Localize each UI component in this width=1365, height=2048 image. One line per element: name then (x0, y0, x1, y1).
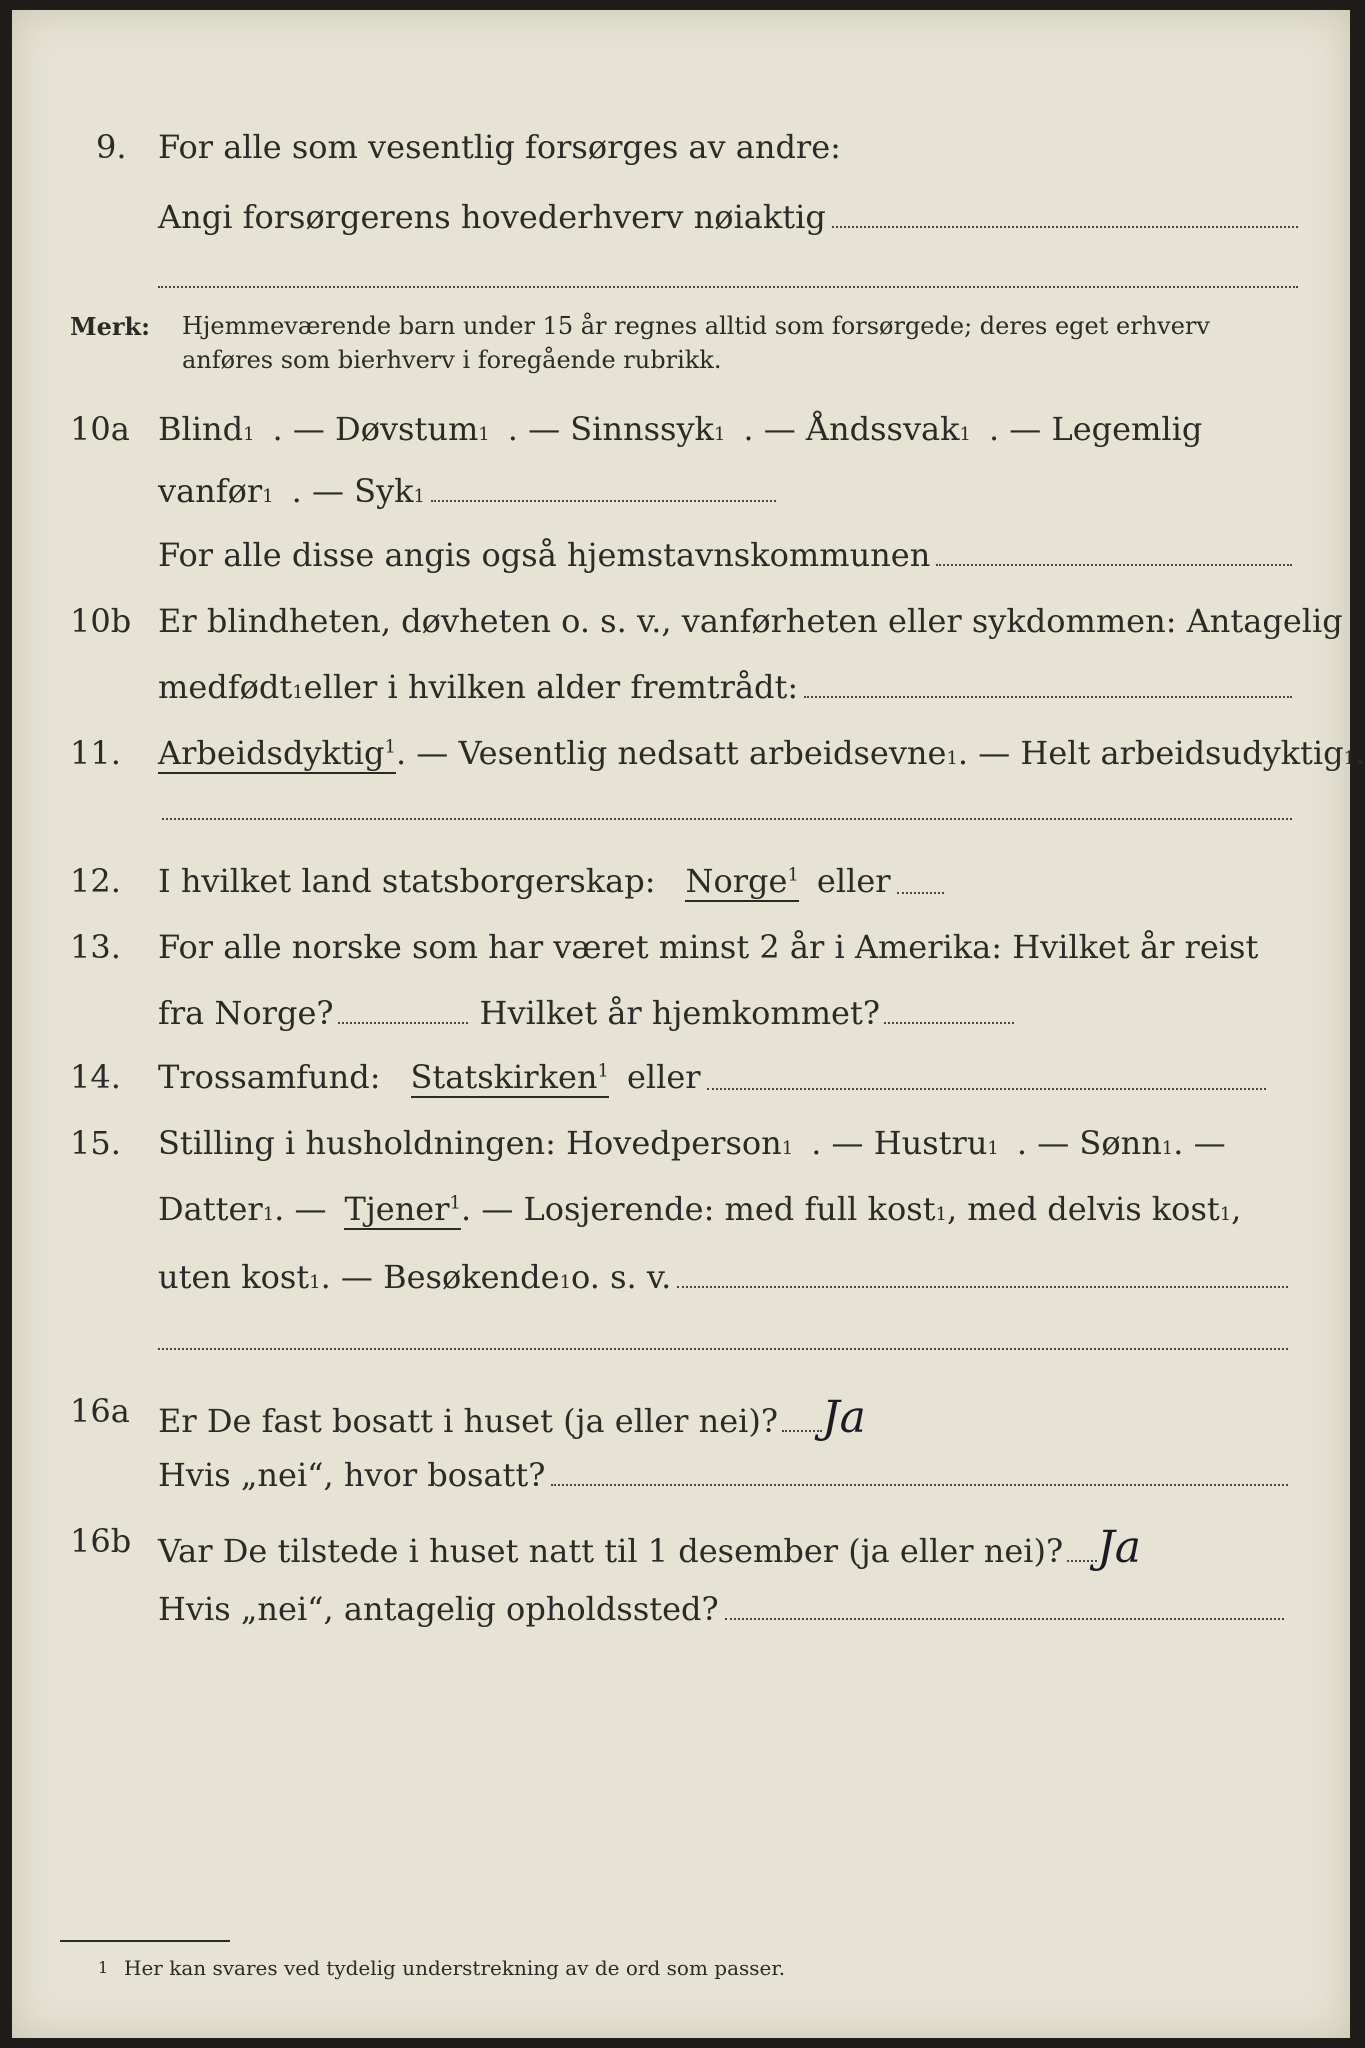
q16a-line2 (158, 1456, 1288, 1494)
q10b-number: 10b (70, 602, 132, 640)
q15-line2 (158, 1190, 1241, 1230)
q9-line2-row (158, 198, 1298, 236)
hjemstavn-label: For alle disse angis også hjemstavnskommunen (158, 536, 931, 574)
hjemkommet-label: Hvilket år hjemkommet? (479, 994, 880, 1032)
tilstede-answer-line[interactable] (1067, 1560, 1097, 1562)
bosatt-question: Er De fast bosatt i huset (ja eller nei)? (158, 1402, 779, 1440)
arbeidsdyktig-option-underlined[interactable]: Arbeidsdyktig$^1$ (158, 734, 396, 772)
alder-answer-line[interactable] (804, 696, 1292, 698)
q9-answer-line[interactable] (832, 226, 1298, 228)
footnote-ref: 1 (1219, 1204, 1232, 1225)
hustru-option[interactable]: . — Hustru (811, 1124, 988, 1162)
tjener-option-underlined[interactable]: Tjener$^1$ (344, 1190, 461, 1228)
q16b-line2 (158, 1590, 1284, 1628)
merk-line1: Hjemmeværende barn under 15 år regnes alltid som forsørgede; deres eget erhverv (182, 312, 1210, 340)
dovstum-option[interactable]: . — Døvstum (272, 410, 479, 448)
blind-option[interactable]: Blind (158, 410, 244, 448)
reist-answer-line[interactable] (338, 1022, 468, 1024)
q15-answer-line-2[interactable] (158, 1348, 1288, 1350)
eller-label: eller (816, 862, 891, 900)
footnote-ref: 1 (292, 682, 304, 703)
footnote-ref: 1 (1161, 1138, 1174, 1159)
nedsatt-option[interactable]: . — Vesentlig nedsatt arbeidsevne (395, 734, 947, 772)
q16b-line1 (158, 1522, 1141, 1573)
footnote-ref: 1 (987, 1138, 999, 1159)
q15-line3 (158, 1258, 1288, 1296)
datter-option[interactable]: Datter (158, 1190, 263, 1228)
arbeidsudyktig-option[interactable]: . — Helt arbeidsudyktig (957, 734, 1344, 772)
trossamfund-label: Trossamfund: (158, 1058, 381, 1096)
merk-label: Merk: (70, 312, 150, 341)
delvis-kost-option[interactable]: , med delvis kost (946, 1190, 1220, 1228)
q15-number: 15. (70, 1124, 121, 1162)
statskirken-option-underlined[interactable]: Statskirken$^1$ (410, 1058, 609, 1096)
syk-answer-line[interactable] (431, 500, 776, 502)
uten-kost-option[interactable]: uten kost (158, 1258, 310, 1296)
hvor-bosatt-label: Hvis „nei“, hvor bosatt? (158, 1456, 546, 1494)
comma: , (1231, 1190, 1242, 1228)
vanfor-option[interactable]: vanfør (158, 472, 263, 510)
q11-number: 11. (70, 734, 121, 772)
q9-answer-line-2[interactable] (158, 286, 1298, 288)
q15-line1 (158, 1124, 1226, 1162)
dash: . — (1173, 1124, 1226, 1162)
footnote-ref: 1 (946, 748, 958, 769)
census-form-page (12, 10, 1365, 2038)
q16a-number: 16a (70, 1392, 130, 1430)
q10a-number: 10a (70, 410, 130, 448)
q10a-line1 (158, 410, 1202, 448)
q9-line2: Angi forsørgerens hovederhverv nøiaktig (158, 198, 826, 236)
statsborgerskap-answer-line[interactable] (897, 892, 944, 894)
dash: . — (274, 1190, 327, 1228)
norge-option-underlined[interactable]: Norge$^1$ (685, 862, 799, 900)
q13-line1: For alle norske som har været minst 2 år i Amerika: Hvilket år reist (158, 928, 1259, 966)
footnote-rule (60, 1940, 230, 1942)
alder-label: eller i hvilken alder fremtrådt: (303, 668, 799, 706)
footnote-mark: 1 (98, 1958, 109, 1977)
reist-label: fra Norge? (158, 994, 334, 1032)
sonn-option[interactable]: . — Sønn (1016, 1124, 1162, 1162)
hovedperson-option[interactable]: Stilling i husholdningen: Hovedperson (158, 1124, 782, 1162)
full-kost-option[interactable]: . — Losjerende: med full kost (460, 1190, 936, 1228)
q15-answer-line[interactable] (677, 1286, 1288, 1288)
q12-number: 12. (70, 862, 121, 900)
footnote-ref: 1 (262, 1204, 275, 1225)
footnote-ref: 1 (262, 486, 274, 507)
q9-question (158, 128, 841, 166)
hjemstavn-answer-line[interactable] (936, 564, 1292, 566)
besokende-option[interactable]: . — Besøkende (320, 1258, 560, 1296)
q11-answer-line[interactable] (162, 818, 1292, 820)
q9-number: 9. (96, 128, 127, 166)
q10a-line2 (158, 472, 776, 510)
footnote-ref: 1 (309, 1272, 321, 1293)
merk-line2: anføres som bierhverv i foregående rubrikk. (182, 346, 722, 374)
q11-end: . (1355, 734, 1365, 772)
opholdssted-label: Hvis „nei“, antagelig opholdssted? (158, 1590, 719, 1628)
footnote-ref: 1 (413, 486, 425, 507)
osv-label: o. s. v. (571, 1258, 672, 1296)
footnote-ref: 1 (713, 424, 726, 445)
legemlig-option[interactable]: . — Legemlig (988, 410, 1203, 448)
footnote-ref: 1 (1343, 748, 1356, 769)
opholdssted-answer-line[interactable] (725, 1618, 1284, 1620)
trossamfund-answer-line[interactable] (707, 1088, 1266, 1090)
hvor-bosatt-answer-line[interactable] (551, 1484, 1288, 1486)
q16a-line1 (158, 1392, 866, 1443)
footnote-ref: 1 (935, 1204, 947, 1225)
medfodt-option[interactable]: medfødt (158, 668, 293, 706)
tilstede-handwritten-answer: Ja (1097, 1522, 1142, 1573)
statsborgerskap-label: I hvilket land statsborgerskap: (158, 862, 656, 900)
sinnssyk-option[interactable]: . — Sinnssyk (507, 410, 714, 448)
q11-line (158, 734, 1365, 774)
hjemkommet-answer-line[interactable] (884, 1022, 1014, 1024)
footnote-ref: 1 (243, 424, 255, 445)
q13-line2 (158, 994, 1014, 1032)
footnote-ref: 1 (781, 1138, 794, 1159)
footnote-ref: 1 (478, 424, 490, 445)
q10b-line1: Er blindheten, døvheten o. s. v., vanførheten eller sykdommen: Antagelig (158, 602, 1343, 640)
tilstede-question: Var De tilstede i huset natt til 1 desember (ja eller nei)? (158, 1532, 1064, 1570)
q13-number: 13. (70, 928, 121, 966)
q12-line (158, 862, 944, 902)
andssvak-option[interactable]: . — Åndssvak (743, 410, 960, 448)
footnote-ref: 1 (559, 1272, 572, 1293)
footnote-ref: 1 (959, 424, 971, 445)
q14-number: 14. (70, 1058, 121, 1096)
syk-option[interactable]: . — Syk (291, 472, 414, 510)
bosatt-handwritten-answer: Ja (822, 1392, 866, 1443)
q16b-number: 16b (70, 1522, 132, 1560)
eller-label: eller (626, 1058, 701, 1096)
q10b-line2 (158, 668, 1292, 706)
footnote-text: Her kan svares ved tydelig understrekning av de ord som passer. (124, 1956, 786, 1980)
q14-line (158, 1058, 1266, 1098)
q10a-line3 (158, 536, 1292, 574)
q9-line1: For alle som vesentlig forsørges av andre: (158, 128, 841, 166)
bosatt-answer-line[interactable] (782, 1430, 822, 1432)
